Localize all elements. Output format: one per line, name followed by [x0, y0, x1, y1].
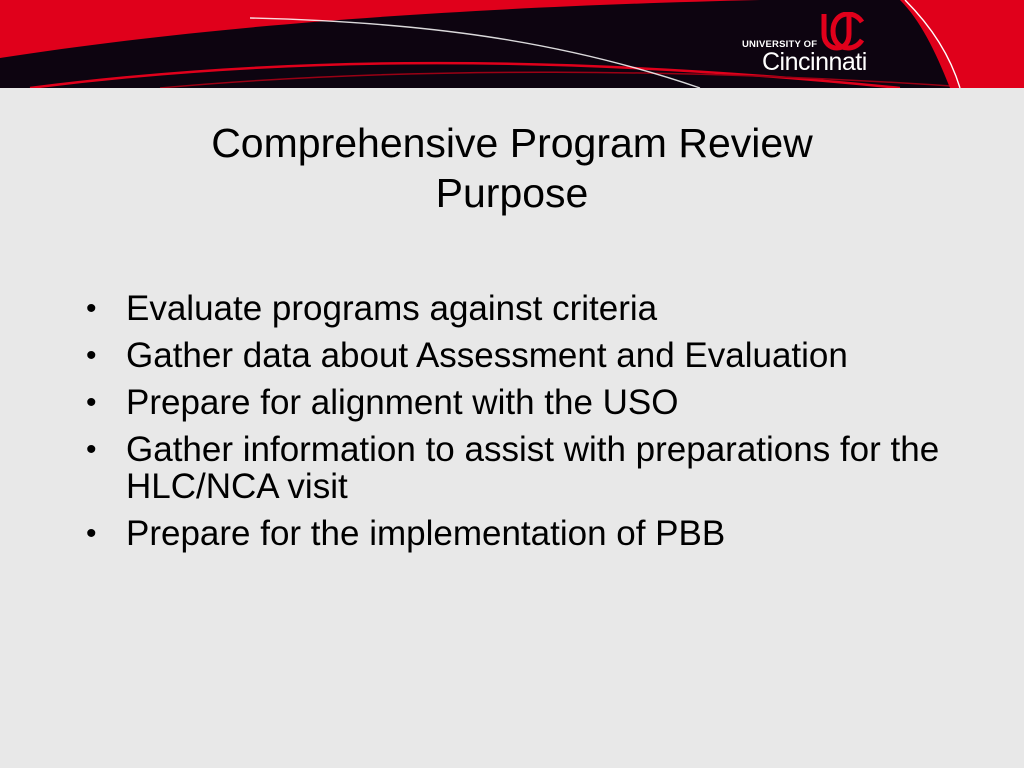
logo-university-of: UNIVERSITY OF — [742, 39, 818, 50]
bullet-text: Gather information to assist with preparations for the HLC/NCA visit — [126, 430, 940, 506]
logo-cincinnati: Cincinnati — [762, 48, 867, 76]
bullet-item — [86, 290, 966, 327]
bullet-dot-icon: • — [86, 339, 97, 372]
title-line-2: Purpose — [435, 170, 589, 216]
bullet-dot-icon: • — [86, 517, 97, 550]
bullet-dot-icon: • — [86, 386, 97, 419]
bullet-item — [86, 384, 966, 421]
university-logo[interactable] — [740, 12, 880, 78]
bullet-text: Prepare for the implementation of PBB — [126, 514, 726, 553]
bullet-dot-icon: • — [86, 433, 97, 466]
bullet-item — [86, 337, 966, 374]
title-line-1: Comprehensive Program Review — [211, 120, 813, 166]
bullet-dot-icon: • — [86, 292, 97, 325]
bullet-item — [86, 515, 966, 552]
uc-mark-icon — [820, 12, 866, 52]
bullet-item — [86, 431, 966, 505]
slide-title — [0, 118, 1024, 218]
bullet-text: Evaluate programs against criteria — [126, 289, 658, 328]
bullet-text: Prepare for alignment with the USO — [126, 383, 679, 422]
bullet-list — [86, 290, 966, 562]
bullet-text: Gather data about Assessment and Evaluation — [126, 336, 848, 375]
